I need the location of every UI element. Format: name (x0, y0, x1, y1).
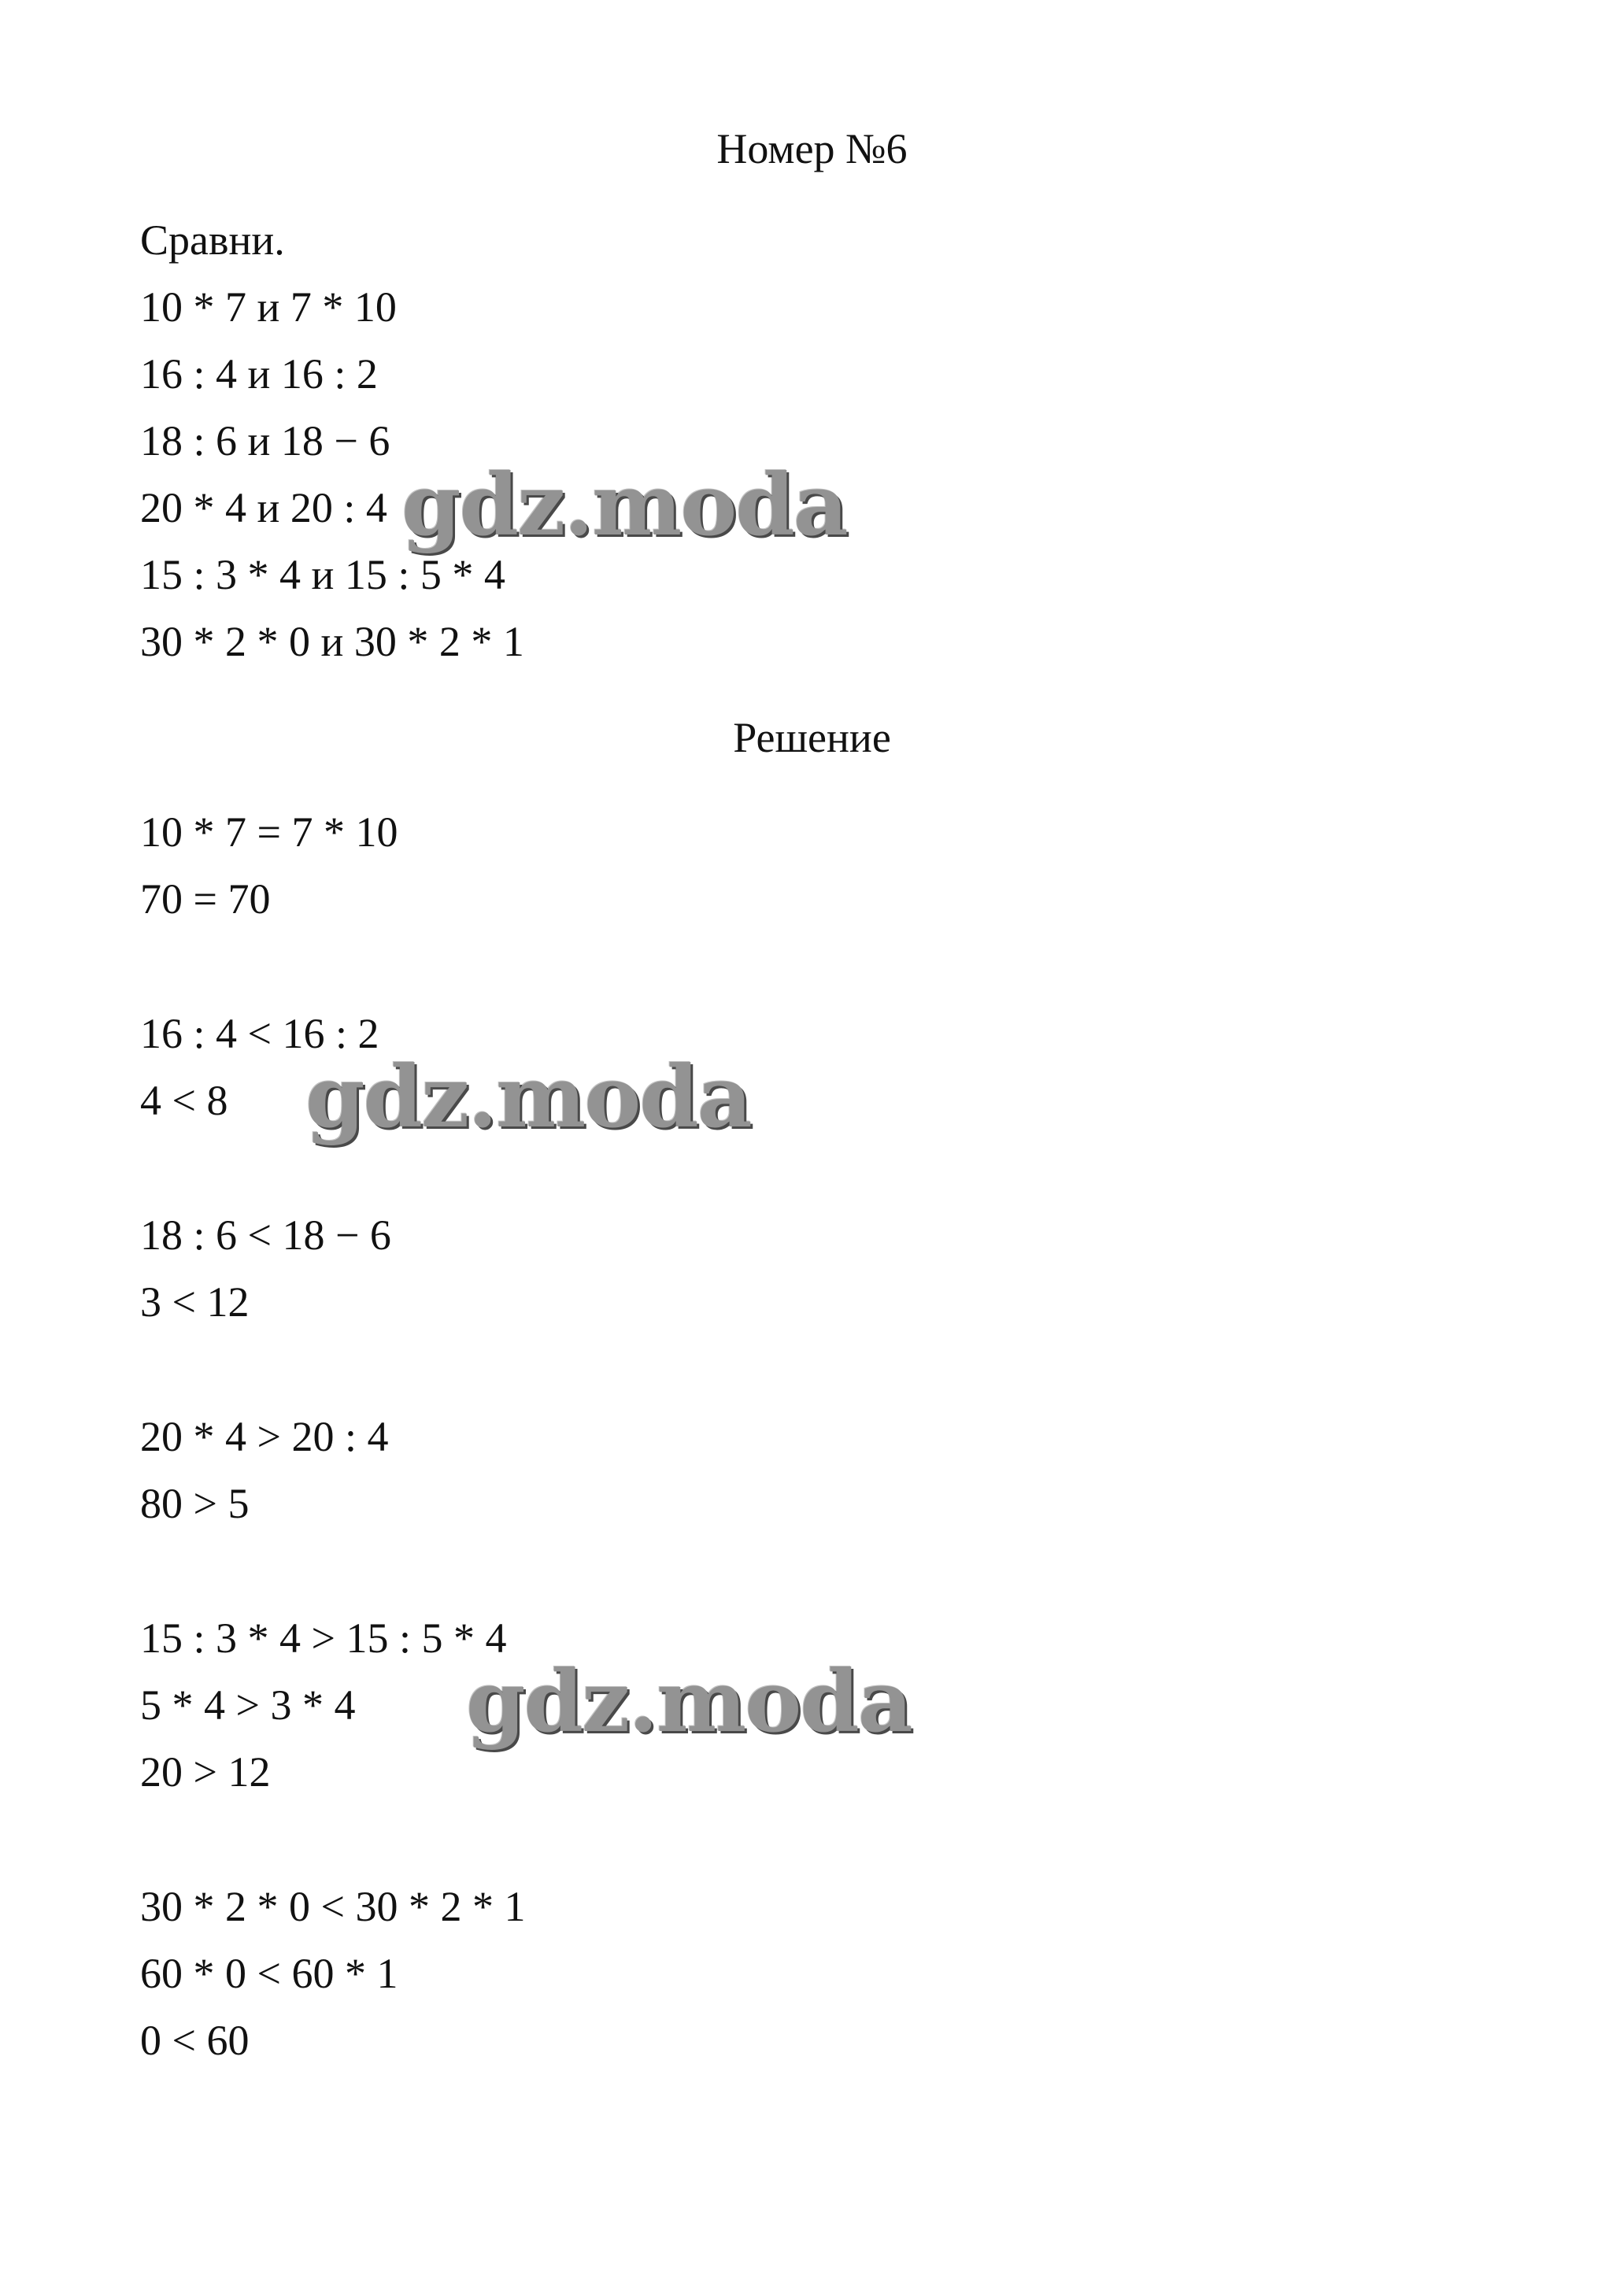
watermark: gdz.moda (466, 1652, 912, 1751)
task-expression: 10 * 7 и 7 * 10 (140, 283, 397, 331)
solution-line: 20 * 4 > 20 : 4 (140, 1413, 389, 1460)
solution-line: 30 * 2 * 0 < 30 * 2 * 1 (140, 1883, 526, 1930)
solution-line: 80 > 5 (140, 1480, 250, 1527)
solution-line: 4 < 8 (140, 1077, 228, 1124)
watermark: gdz.moda (401, 456, 847, 555)
solution-title: Решение (733, 714, 891, 761)
solution-line: 10 * 7 = 7 * 10 (140, 808, 398, 856)
solution-line: 20 > 12 (140, 1748, 271, 1796)
solution-line: 15 : 3 * 4 > 15 : 5 * 4 (140, 1614, 507, 1662)
solution-line: 18 : 6 < 18 − 6 (140, 1211, 391, 1259)
solution-line: 5 * 4 > 3 * 4 (140, 1681, 356, 1729)
task-instruction: Сравни. (140, 216, 285, 264)
task-expression: 30 * 2 * 0 и 30 * 2 * 1 (140, 618, 524, 665)
solution-line: 16 : 4 < 16 : 2 (140, 1010, 379, 1057)
solution-line: 0 < 60 (140, 2017, 250, 2064)
task-expression: 20 * 4 и 20 : 4 (140, 484, 387, 531)
task-title: Номер №6 (716, 125, 908, 172)
task-expression: 15 : 3 * 4 и 15 : 5 * 4 (140, 551, 505, 598)
solution-line: 3 < 12 (140, 1278, 250, 1326)
task-expression: 16 : 4 и 16 : 2 (140, 350, 378, 398)
task-expression: 18 : 6 и 18 − 6 (140, 417, 390, 464)
solution-line: 60 * 0 < 60 * 1 (140, 1950, 398, 1997)
watermark: gdz.moda (305, 1048, 751, 1147)
solution-line: 70 = 70 (140, 875, 271, 923)
